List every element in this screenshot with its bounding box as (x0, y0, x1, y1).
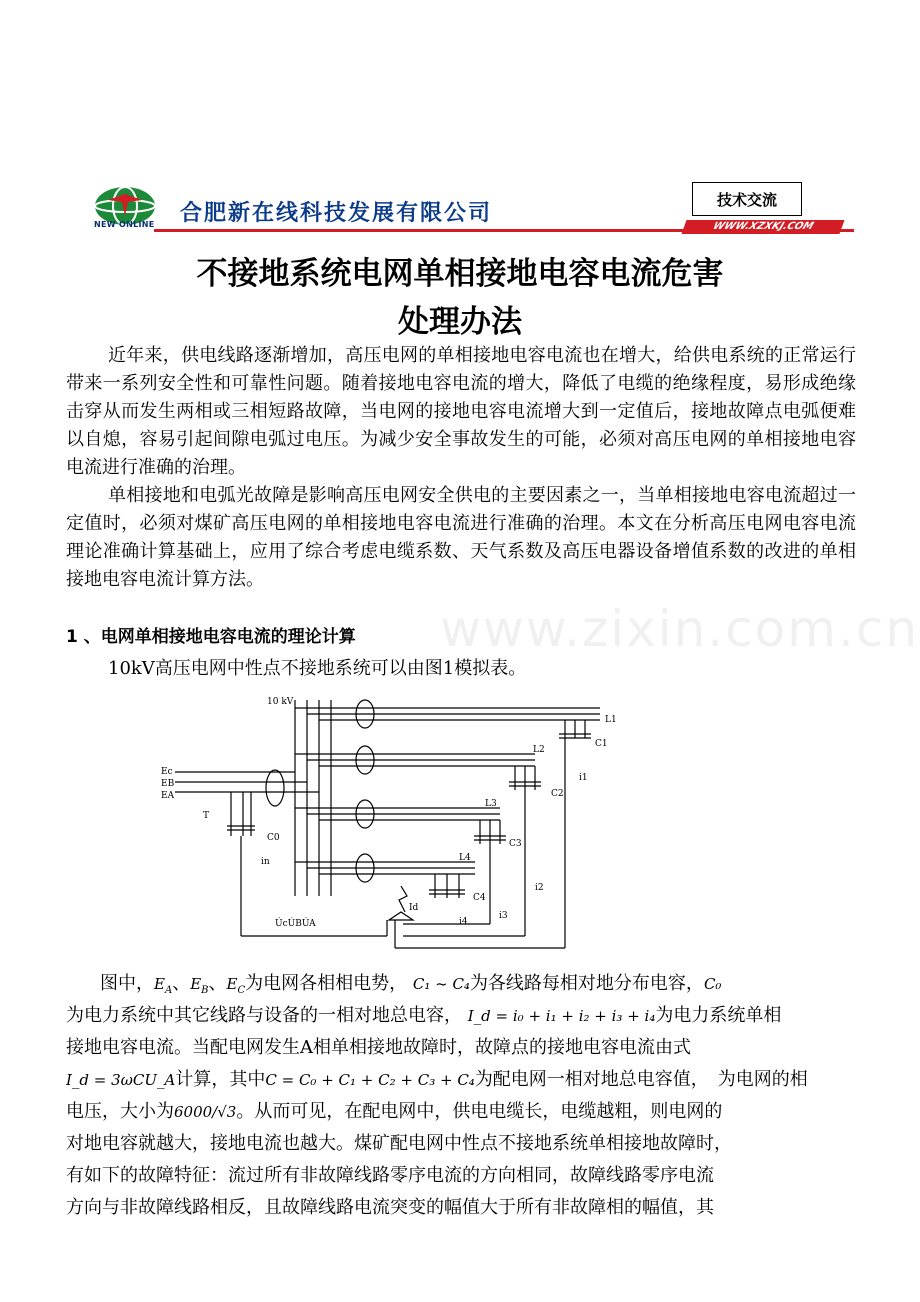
company-name: 合肥新在线科技发展有限公司 (180, 201, 493, 226)
math-c-sum: C = C₀ + C₁ + C₂ + C₃ + C₄ (265, 1071, 475, 1089)
label-c1: C1 (595, 739, 608, 749)
label-t: T (203, 811, 210, 821)
body-text (66, 968, 858, 1224)
label-l4: L4 (459, 853, 471, 863)
label-l3: L3 (485, 799, 497, 809)
label-c4: C4 (473, 893, 486, 903)
text-line-5: 电压，大小为6000/√3。从而可见，在配电网中，供电电缆长，电缆越粗，则电网的 (66, 1101, 723, 1122)
label-id: Id (409, 903, 419, 913)
text-line-2: 为电力系统中其它线路与设备的一相对地总电容， I_d = i₀ + i₁ + i₂ + i₃ + i₄为电力系统单相 (66, 1005, 782, 1026)
website-url: WWW.XZXKJ.COM (681, 220, 844, 234)
section-heading: 1 、电网单相接地电容电流的理论计算 (66, 627, 356, 647)
math-ec: $E_C$ (226, 975, 246, 996)
document-header (94, 182, 854, 240)
label-i1: i1 (579, 773, 588, 783)
label-i3: i3 (499, 911, 508, 921)
tag-box: 技术交流 (692, 182, 802, 216)
math-eb: $E_B$ (190, 975, 209, 996)
logo-text: NEW ONLINE (94, 220, 155, 229)
label-l2: L2 (533, 745, 545, 755)
circuit-diagram (155, 686, 625, 956)
paragraph-2: 单相接地和电弧光故障是影响高压电网安全供电的主要因素之一，当单相接地电容电流超过一定值时，必须对煤矿高压电网的单相接地电容电流进行准确的治理。本文在分析高压电网电容电流理论准确计算基础上，应用了综合考虑电缆系数、天气系数及高压电器设备增值系数的改进的单相接地电容电流计算方法。 (66, 485, 856, 590)
text-line-7: 有如下的故障特征：流过所有非故障线路零序电流的方向相同，故障线路零序电流 (66, 1165, 714, 1186)
math-voltage: 6000/√3 (174, 1103, 237, 1121)
label-ea: EA (161, 791, 175, 801)
math-id-calc: I_d = 3ωCU_A (66, 1071, 176, 1089)
math-c0: C₀ (703, 975, 722, 993)
math-id-sum: I_d = i₀ + i₁ + i₂ + i₃ + i₄ (467, 1007, 656, 1025)
label-in: in (261, 857, 270, 867)
label-l1: L1 (605, 715, 617, 725)
text-line-4: I_d = 3ωCU_A计算，其中C = C₀ + C₁ + C₂ + C₃ + C₄为配电网一相对地总电容值， 为电网的相 (66, 1069, 808, 1090)
label-c0: C0 (267, 833, 280, 843)
label-c3: C3 (509, 839, 522, 849)
math-ea: $E_A$ (154, 975, 173, 996)
watermark: www.zixin.com.cn (440, 600, 920, 658)
label-c2: C2 (551, 789, 564, 799)
doc-title-line2: 处理办法 (398, 304, 522, 340)
text-line-8: 方向与非故障线路相反，且故障线路电流突变的幅值大于所有非故障相的幅值，其 (66, 1197, 714, 1218)
paragraph-1: 近年来，供电线路逐渐增加，高压电网的单相接地电容电流也在增大，给供电系统的正常运行带来一系列安全性和可靠性问题。随着接地电容电流的增大，降低了电缆的绝缘程度，易形成绝缘击穿从而发生两相或三相短路故障，当电网的接地电容电流增大到一定值后，接地故障点电弧便难以自熄，容易引起间隙电弧过电压。为减少安全事故发生的可能，必须对高压电网的单相接地电容电流进行准确的治理。 (66, 345, 856, 478)
text-line-3: 接地电容电流。当配电网发生A相单相接地故障时，故障点的接地电容电流由式 (66, 1037, 691, 1058)
math-c1c4: C₁ ~ C₄ (412, 975, 470, 993)
label-ec: Ec (161, 767, 173, 777)
paragraph-3: 10kV高压电网中性点不接地系统可以由图1模拟表。 (108, 658, 527, 679)
doc-title-line1: 不接地系统电网单相接地电容电流危害 (196, 256, 724, 292)
text-line-1: 图中，$E_A$、$E_B$、$E_C$为电网各相相电势， C₁ ~ C₄为各线路每相对地分布电容，C₀ (100, 973, 722, 996)
label-10kv: 10 kV (267, 697, 294, 707)
label-eb: EB (161, 779, 175, 789)
label-voltages: ÚcÚBÚA (275, 919, 316, 929)
text-line-6: 对地电容就越大，接地电流也越大。煤矿配电网中性点不接地系统单相接地故障时， (66, 1133, 732, 1154)
label-i4: i4 (459, 917, 468, 927)
label-i2: i2 (535, 883, 544, 893)
